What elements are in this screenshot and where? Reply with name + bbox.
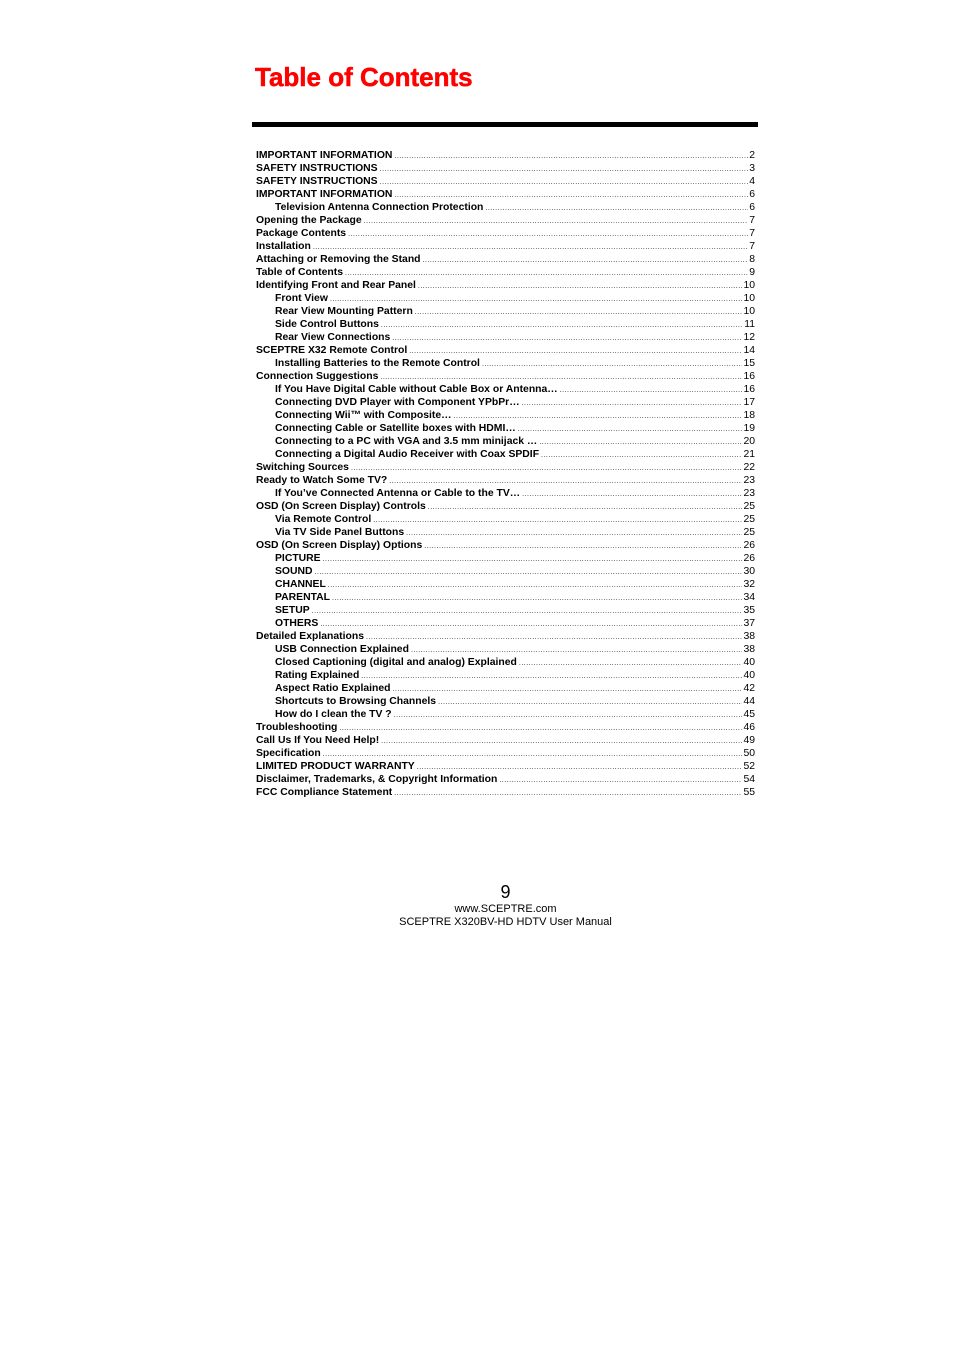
- toc-entry[interactable]: [256, 149, 755, 162]
- toc-entry[interactable]: [256, 747, 755, 760]
- toc-entry[interactable]: [256, 357, 755, 370]
- toc-dot-leader: [312, 605, 743, 618]
- toc-entry-label: USB Connection Explained: [275, 644, 409, 655]
- toc-dot-leader: [381, 735, 742, 748]
- toc-entry[interactable]: [256, 383, 755, 396]
- toc-entry-label: Connecting a Digital Audio Receiver with Coax SPDIF: [275, 449, 540, 460]
- toc-entry[interactable]: [256, 643, 755, 656]
- toc-entry-page: 3: [749, 163, 755, 174]
- toc-entry-label: Aspect Ratio Explained: [275, 683, 391, 694]
- toc-entry-label: If You Have Digital Cable without Cable Box or Antenna…: [275, 384, 558, 395]
- toc-entry-page: 6: [749, 202, 755, 213]
- toc-entry-page: 7: [749, 215, 755, 226]
- toc-entry-label: Specification: [256, 748, 321, 759]
- toc-entry-page: 45: [743, 709, 755, 720]
- toc-entry[interactable]: [256, 188, 755, 201]
- toc-entry-label: Side Control Buttons: [275, 319, 379, 330]
- toc-dot-leader: [394, 150, 748, 163]
- toc-dot-leader: [351, 462, 742, 475]
- toc-dot-leader: [380, 163, 749, 176]
- toc-dot-leader: [519, 657, 743, 670]
- toc-entry-page: 32: [743, 579, 755, 590]
- toc-dot-leader: [522, 397, 743, 410]
- toc-entry-page: 23: [743, 475, 755, 486]
- toc-entry[interactable]: [256, 565, 755, 578]
- toc-entry-label: Detailed Explanations: [256, 631, 364, 642]
- toc-entry-page: 23: [743, 488, 755, 499]
- toc-entry-page: 40: [743, 657, 755, 668]
- toc-entry-page: 4: [749, 176, 755, 187]
- toc-dot-leader: [499, 774, 742, 787]
- toc-entry-label: CHANNEL: [275, 579, 326, 590]
- toc-entry-label: Connecting DVD Player with Component YPbPr…: [275, 397, 520, 408]
- toc-dot-leader: [541, 449, 742, 462]
- toc-entry[interactable]: [256, 253, 755, 266]
- toc-entry-page: 22: [743, 462, 755, 473]
- toc-entry-label: Switching Sources: [256, 462, 349, 473]
- toc-entry-page: 46: [743, 722, 755, 733]
- toc-entry-page: 17: [743, 397, 755, 408]
- toc-entry-label: SOUND: [275, 566, 313, 577]
- toc-entry-label: Connection Suggestions: [256, 371, 379, 382]
- toc-entry-label: Via TV Side Panel Buttons: [275, 527, 405, 538]
- toc-entry-label: OTHERS: [275, 618, 319, 629]
- toc-entry-page: 7: [749, 241, 755, 252]
- toc-entry[interactable]: [256, 266, 755, 279]
- toc-entry[interactable]: [256, 604, 755, 617]
- toc-entry-page: 16: [743, 371, 755, 382]
- toc-entry-label: Closed Captioning (digital and analog) Explained: [275, 657, 517, 668]
- toc-entry-page: 10: [743, 306, 755, 317]
- toc-entry-page: 37: [743, 618, 755, 629]
- toc-entry[interactable]: [256, 617, 755, 630]
- toc-dot-leader: [522, 488, 742, 501]
- toc-entry[interactable]: [256, 630, 755, 643]
- toc-entry-label: Table of Contents: [256, 267, 343, 278]
- toc-entry[interactable]: [256, 773, 755, 786]
- toc-entry-page: 8: [749, 254, 755, 265]
- toc-dot-leader: [381, 319, 743, 332]
- footer-website: www.SCEPTRE.com: [454, 903, 557, 915]
- table-of-contents: [256, 149, 755, 799]
- toc-entry-page: 20: [743, 436, 755, 447]
- toc-entry[interactable]: [256, 734, 755, 747]
- toc-entry[interactable]: [256, 162, 755, 175]
- toc-entry[interactable]: [256, 175, 755, 188]
- toc-entry[interactable]: [256, 669, 755, 682]
- toc-entry-label: FCC Compliance Statement: [256, 787, 393, 798]
- toc-entry-page: 7: [749, 228, 755, 239]
- toc-entry[interactable]: [256, 227, 755, 240]
- toc-entry-page: 49: [743, 735, 755, 746]
- toc-entry-page: 10: [743, 280, 755, 291]
- toc-entry-page: 11: [744, 319, 755, 330]
- toc-entry-label: Installing Batteries to the Remote Control: [275, 358, 480, 369]
- toc-entry[interactable]: [256, 318, 755, 331]
- toc-entry-label: Rear View Connections: [275, 332, 391, 343]
- toc-dot-leader: [394, 709, 743, 722]
- toc-entry-page: 2: [749, 150, 755, 161]
- toc-entry-page: 38: [743, 644, 755, 655]
- page-number: 9: [500, 882, 511, 902]
- toc-entry-page: 44: [743, 696, 755, 707]
- toc-entry-label: Connecting Cable or Satellite boxes with HDMI…: [275, 423, 516, 434]
- toc-entry-page: 34: [743, 592, 755, 603]
- toc-entry-page: 38: [743, 631, 755, 642]
- toc-entry-label: Troubleshooting: [256, 722, 338, 733]
- toc-dot-leader: [482, 358, 742, 371]
- toc-entry[interactable]: [256, 721, 755, 734]
- toc-entry-label: Call Us If You Need Help!: [256, 735, 380, 746]
- toc-entry-label: Connecting to a PC with VGA and 3.5 mm minijack …: [275, 436, 538, 447]
- toc-entry-page: 21: [743, 449, 755, 460]
- toc-entry[interactable]: [256, 396, 755, 409]
- toc-entry[interactable]: [256, 500, 755, 513]
- toc-entry-label: LIMITED PRODUCT WARRANTY: [256, 761, 415, 772]
- toc-entry-label: Disclaimer, Trademarks, & Copyright Information: [256, 774, 498, 785]
- toc-entry-page: 52: [743, 761, 755, 772]
- toc-entry[interactable]: [256, 539, 755, 552]
- toc-dot-leader: [394, 787, 742, 800]
- toc-entry-page: 55: [743, 787, 755, 798]
- toc-entry-page: 19: [743, 423, 755, 434]
- toc-dot-leader: [424, 540, 742, 553]
- toc-dot-leader: [560, 384, 743, 397]
- toc-dot-leader: [320, 618, 742, 631]
- toc-entry-page: 54: [743, 774, 755, 785]
- toc-entry-label: PARENTAL: [275, 592, 331, 603]
- toc-entry[interactable]: [256, 786, 755, 799]
- toc-entry[interactable]: [256, 461, 755, 474]
- toc-dot-leader: [332, 592, 742, 605]
- toc-entry-label: How do I clean the TV ?: [275, 709, 392, 720]
- toc-dot-leader: [415, 306, 743, 319]
- toc-entry-label: Rear View Mounting Pattern: [275, 306, 413, 317]
- toc-entry[interactable]: [256, 682, 755, 695]
- toc-entry[interactable]: [256, 448, 755, 461]
- toc-entry-page: 26: [743, 553, 755, 564]
- toc-entry[interactable]: [256, 760, 755, 773]
- toc-entry-page: 25: [743, 501, 755, 512]
- toc-entry-label: SAFETY INSTRUCTIONS: [256, 176, 378, 187]
- toc-entry-page: 12: [743, 332, 755, 343]
- toc-entry-label: Connecting Wii™ with Composite…: [275, 410, 452, 421]
- toc-dot-leader: [323, 553, 743, 566]
- toc-entry[interactable]: [256, 552, 755, 565]
- toc-dot-leader: [315, 566, 743, 579]
- toc-entry-page: 16: [743, 384, 755, 395]
- toc-dot-leader: [485, 202, 748, 215]
- toc-dot-leader: [392, 683, 742, 696]
- toc-entry-page: 25: [743, 527, 755, 538]
- toc-entry[interactable]: [256, 474, 755, 487]
- footer-manual-title: SCEPTRE X320BV-HD HDTV User Manual: [399, 916, 612, 928]
- toc-entry[interactable]: [256, 487, 755, 500]
- toc-entry[interactable]: [256, 513, 755, 526]
- toc-entry-label: SAFETY INSTRUCTIONS: [256, 163, 378, 174]
- toc-entry-page: 18: [743, 410, 755, 421]
- toc-entry[interactable]: [256, 708, 755, 721]
- toc-dot-leader: [428, 501, 743, 514]
- toc-entry-page: 35: [743, 605, 755, 616]
- toc-entry-page: 15: [743, 358, 755, 369]
- toc-entry-page: 30: [743, 566, 755, 577]
- toc-dot-leader: [423, 254, 749, 267]
- toc-entry-label: If You’ve Connected Antenna or Cable to the TV…: [275, 488, 521, 499]
- toc-entry[interactable]: [256, 214, 755, 227]
- toc-entry-page: 40: [743, 670, 755, 681]
- toc-dot-leader: [361, 670, 742, 683]
- title-divider: [252, 122, 758, 127]
- toc-entry[interactable]: [256, 409, 755, 422]
- toc-dot-leader: [406, 527, 742, 540]
- toc-entry-label: Identifying Front and Rear Panel: [256, 280, 416, 291]
- toc-dot-leader: [418, 280, 743, 293]
- toc-entry[interactable]: [256, 305, 755, 318]
- toc-entry-label: SETUP: [275, 605, 310, 616]
- toc-dot-leader: [518, 423, 743, 436]
- toc-entry-label: Opening the Package: [256, 215, 362, 226]
- toc-entry-page: 6: [749, 189, 755, 200]
- toc-entry-label: Television Antenna Connection Protection: [275, 202, 484, 213]
- toc-entry-label: IMPORTANT INFORMATION: [256, 150, 393, 161]
- toc-dot-leader: [380, 176, 749, 189]
- toc-entry-label: Installation: [256, 241, 311, 252]
- toc-dot-leader: [339, 722, 742, 735]
- toc-entry[interactable]: [256, 526, 755, 539]
- toc-entry-label: Ready to Watch Some TV?: [256, 475, 388, 486]
- toc-entry-label: Rating Explained: [275, 670, 360, 681]
- toc-entry-label: Front View: [275, 293, 328, 304]
- toc-entry[interactable]: [256, 240, 755, 253]
- toc-entry-label: Shortcuts to Browsing Channels: [275, 696, 437, 707]
- toc-dot-leader: [328, 579, 743, 592]
- toc-entry[interactable]: [256, 578, 755, 591]
- toc-entry[interactable]: [256, 422, 755, 435]
- toc-dot-leader: [539, 436, 742, 449]
- toc-entry-label: Package Contents: [256, 228, 347, 239]
- page-title: Table of Contents: [255, 62, 473, 92]
- toc-entry[interactable]: [256, 695, 755, 708]
- toc-entry[interactable]: [256, 331, 755, 344]
- toc-entry[interactable]: [256, 656, 755, 669]
- toc-entry[interactable]: [256, 370, 755, 383]
- toc-entry-page: 50: [743, 748, 755, 759]
- toc-dot-leader: [366, 631, 742, 644]
- toc-entry-label: IMPORTANT INFORMATION: [256, 189, 393, 200]
- toc-entry-page: 25: [743, 514, 755, 525]
- toc-entry-label: Attaching or Removing the Stand: [256, 254, 421, 265]
- toc-dot-leader: [364, 215, 749, 228]
- toc-dot-leader: [438, 696, 742, 709]
- toc-entry[interactable]: [256, 292, 755, 305]
- toc-entry-page: 42: [743, 683, 755, 694]
- toc-entry[interactable]: [256, 435, 755, 448]
- toc-entry-page: 9: [749, 267, 755, 278]
- toc-dot-leader: [373, 514, 742, 527]
- toc-entry-label: Via Remote Control: [275, 514, 372, 525]
- toc-entry-label: OSD (On Screen Display) Controls: [256, 501, 426, 512]
- toc-entry[interactable]: [256, 201, 755, 214]
- toc-entry[interactable]: [256, 591, 755, 604]
- toc-entry-page: 26: [743, 540, 755, 551]
- toc-entry[interactable]: [256, 344, 755, 357]
- toc-entry-label: SCEPTRE X32 Remote Control: [256, 345, 408, 356]
- toc-dot-leader: [392, 332, 742, 345]
- toc-entry-page: 14: [743, 345, 755, 356]
- toc-entry-label: PICTURE: [275, 553, 321, 564]
- toc-entry[interactable]: [256, 279, 755, 292]
- toc-dot-leader: [348, 228, 748, 241]
- toc-entry-page: 10: [743, 293, 755, 304]
- toc-entry-label: OSD (On Screen Display) Options: [256, 540, 423, 551]
